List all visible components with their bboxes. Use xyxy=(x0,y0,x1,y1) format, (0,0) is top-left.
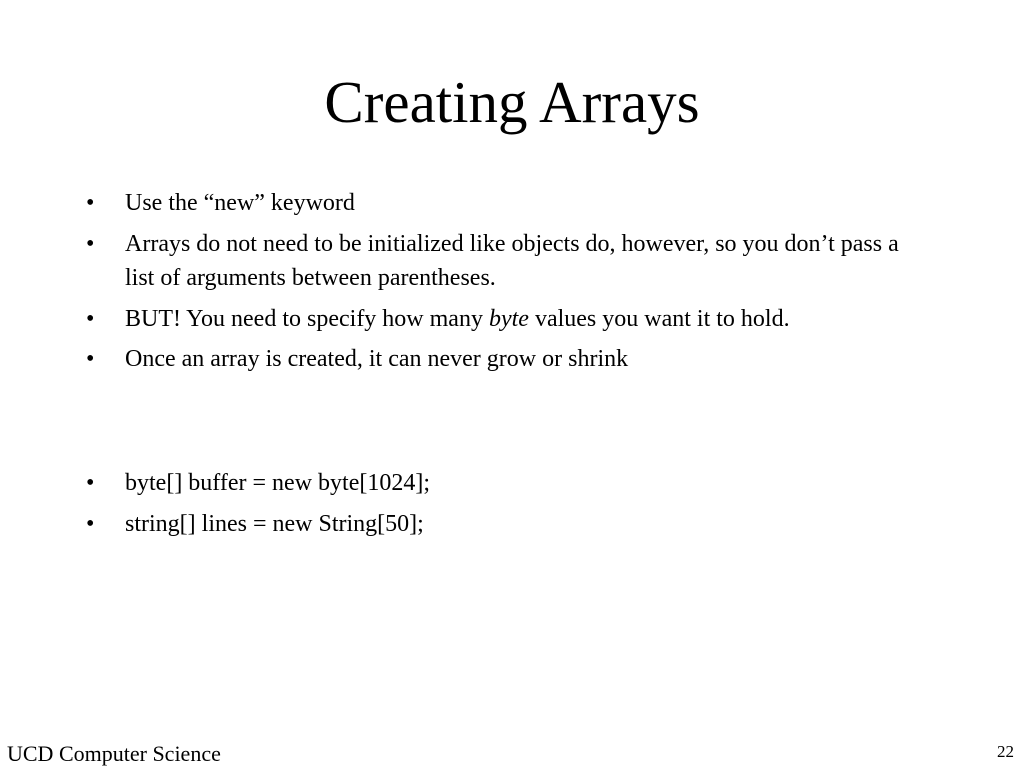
slide-title: Creating Arrays xyxy=(324,69,700,135)
bullet-text: Once an array is created, it can never grow or shrink xyxy=(125,346,629,372)
bullet-dot-icon: • xyxy=(86,511,95,537)
bullet-item xyxy=(86,507,916,541)
bullet-dot-icon: • xyxy=(86,470,95,496)
bullet-dot-icon: • xyxy=(86,346,95,372)
bullet-dot-icon: • xyxy=(86,190,95,216)
footer-organization: UCD Computer Science xyxy=(7,741,221,766)
bullet-item xyxy=(86,227,916,295)
bullet-text: Arrays do not need to be initialized like objects do, however, so you don’t pass a list of arguments between parentheses. xyxy=(125,231,899,291)
bullet-code-text: string[] lines = new String[50]; xyxy=(125,511,424,537)
bullet-emphasis: byte xyxy=(488,306,529,332)
page-number: 22 xyxy=(997,742,1014,761)
bullet-dot-icon: • xyxy=(86,231,95,257)
bullet-item xyxy=(86,186,916,220)
bullet-text-part: values you want it to hold. xyxy=(528,306,790,332)
bullet-text xyxy=(125,302,916,336)
bullet-item xyxy=(86,342,916,376)
bullet-item xyxy=(86,302,916,336)
bullet-text: Use the “new” keyword xyxy=(125,190,355,216)
bullet-dot-icon: • xyxy=(86,306,95,332)
bullet-code-text: byte[] buffer = new byte[1024]; xyxy=(125,470,430,496)
bullet-item xyxy=(86,466,916,500)
bullet-text-part: BUT! You need to specify how many xyxy=(125,306,489,332)
